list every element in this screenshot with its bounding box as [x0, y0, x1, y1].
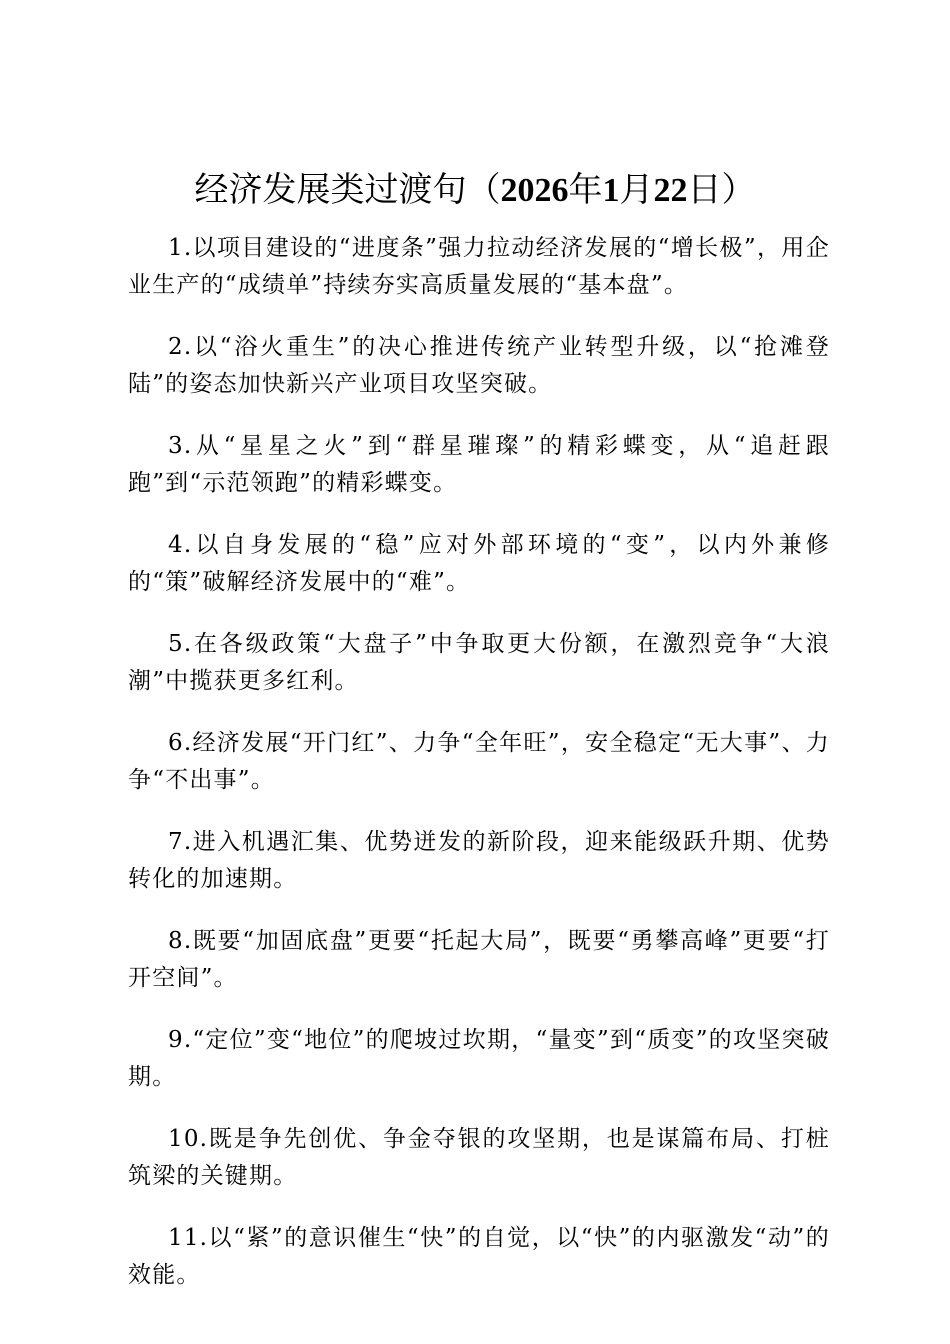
paragraph-1: 1.以项目建设的“进度条”强力拉动经济发展的“增长极”，用企业生产的“成绩单”持续夯实高质量发展的“基本盘”。: [128, 235, 830, 298]
paragraph-2: 2.以“浴火重生”的决心推进传统产业转型升级，以“抢滩登陆”的姿态加快新兴产业项目攻坚突破。: [128, 334, 830, 397]
document-body: [128, 230, 830, 1319]
paragraph-5: 5.在各级政策“大盘子”中争取更大份额，在激烈竞争“大浪潮”中揽获更多红利。: [128, 631, 830, 694]
paragraph-9: 9.“定位”变“地位”的爬坡过坎期，“量变”到“质变”的攻坚突破期。: [128, 1027, 830, 1090]
paragraph-6: 6.经济发展“开门红”、力争“全年旺”，安全稳定“无大事”、力争“不出事”。: [128, 730, 830, 793]
document-title: [0, 168, 950, 213]
title-year-suffix: 年: [568, 170, 603, 210]
paragraph-4: 4.以自身发展的“稳”应对外部环境的“变”，以内外兼修的“策”破解经济发展中的“难”。: [128, 532, 830, 595]
title-year: 2026: [500, 172, 569, 209]
title-day: 22: [653, 172, 688, 209]
paragraph-7: 7.进入机遇汇集、优势迸发的新阶段，迎来能级跃升期、优势转化的加速期。: [128, 829, 830, 892]
paragraph-3: 3.从“星星之火”到“群星璀璨”的精彩蝶变，从“追赶跟跑”到“示范领跑”的精彩蝶变。: [128, 433, 830, 496]
title-month-suffix: 月: [619, 170, 654, 210]
title-month: 1: [602, 172, 620, 209]
title-prefix: 经济发展类过渡句（: [194, 170, 501, 210]
paragraph-10: 10.既是争先创优、争金夺银的攻坚期，也是谋篇布局、打桩筑梁的关键期。: [128, 1126, 830, 1189]
title-day-suffix: 日）: [687, 170, 756, 210]
paragraph-11: 11.以“紧”的意识催生“快”的自觉，以“快”的内驱激发“动”的效能。: [128, 1225, 830, 1288]
paragraph-8: 8.既要“加固底盘”更要“托起大局”，既要“勇攀高峰”更要“打开空间”。: [128, 928, 830, 991]
